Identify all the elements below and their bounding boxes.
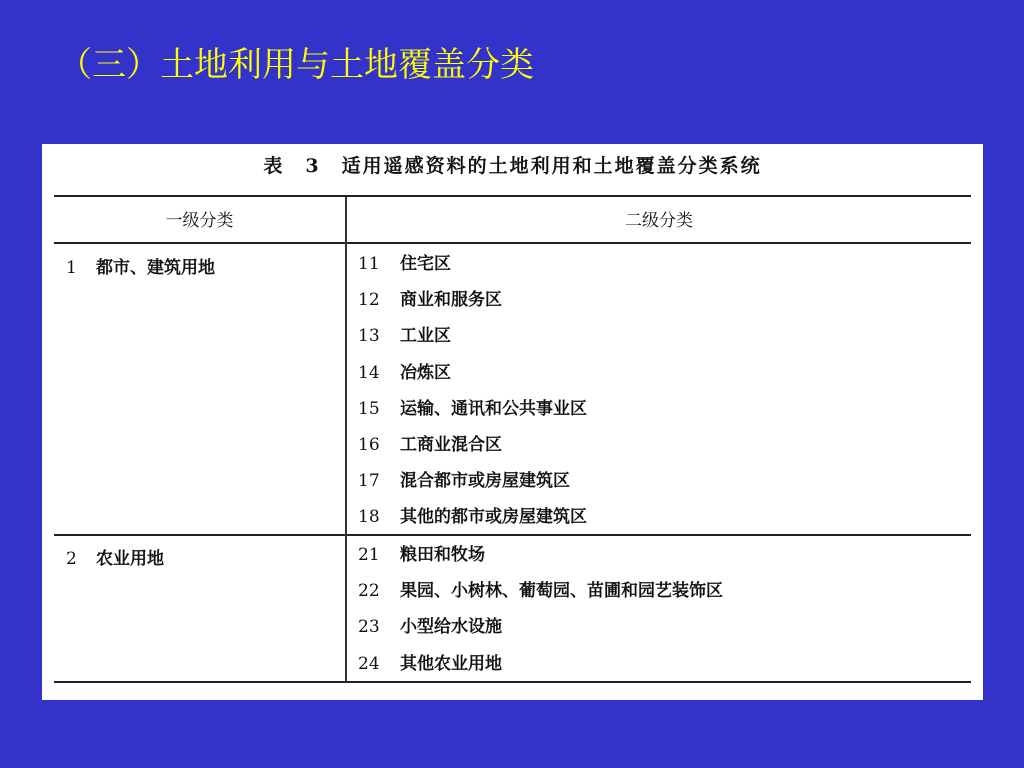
subcategory-label: 住宅区 [400,254,451,274]
subcategory-label: 其他的都市或房屋建筑区 [400,507,587,528]
table-row [358,355,587,391]
subcategory-code: 22 [358,581,380,602]
table-row [358,427,587,463]
subcategory-code: 24 [358,653,380,674]
subcategory-code: 14 [358,362,380,383]
category-code: 2 [66,549,77,569]
subcategory-list-urban [358,246,587,536]
table-row [358,246,587,282]
column-header-level-1: 一级分类 [165,211,234,231]
subcategory-code: 12 [358,290,380,311]
table-header-rule [54,242,971,244]
subcategory-code: 18 [358,507,380,528]
category-label: 农业用地 [96,549,164,569]
subcategory-label: 工业区 [400,326,451,347]
subcategory-label: 商业和服务区 [400,290,502,311]
subcategory-code: 21 [358,545,380,565]
subcategory-label: 运输、通讯和公共事业区 [400,398,587,419]
subcategory-label: 冶炼区 [400,362,451,383]
table-row [358,391,587,427]
category-label: 都市、建筑用地 [96,258,215,278]
column-header-level-2: 二级分类 [625,211,693,231]
classification-table [42,144,983,700]
table-caption: 表 3 适用遥感资料的土地利用和土地覆盖分类系统 [263,155,762,177]
table-row [358,609,723,645]
subcategory-code: 15 [358,398,380,419]
subcategory-code: 11 [358,254,380,274]
subcategory-code: 13 [358,326,380,347]
table-row [358,282,587,318]
table-top-rule [54,195,971,197]
subcategory-label: 其他农业用地 [400,653,502,674]
table-row [358,463,587,499]
subcategory-label: 小型给水设施 [400,617,502,638]
subcategory-label: 混合都市或房屋建筑区 [400,471,570,492]
subcategory-code: 16 [358,434,380,455]
table-row [358,646,723,682]
table-row [358,573,723,609]
slide-title: （三）土地利用与土地覆盖分类 [58,45,534,85]
subcategory-label: 工商业混合区 [400,434,502,455]
subcategory-code: 23 [358,617,380,638]
category-urban-built-up [66,253,215,278]
category-agricultural [66,544,164,569]
table-row [358,499,587,535]
table-row [358,537,723,573]
subcategory-list-agricultural [358,537,723,682]
subcategory-code: 17 [358,471,380,492]
category-code: 1 [66,258,77,278]
table-row [358,318,587,354]
table-column-divider [345,197,347,681]
subcategory-label: 粮田和牧场 [400,545,485,565]
subcategory-label: 果园、小树林、葡萄园、苗圃和园艺装饰区 [400,581,723,602]
